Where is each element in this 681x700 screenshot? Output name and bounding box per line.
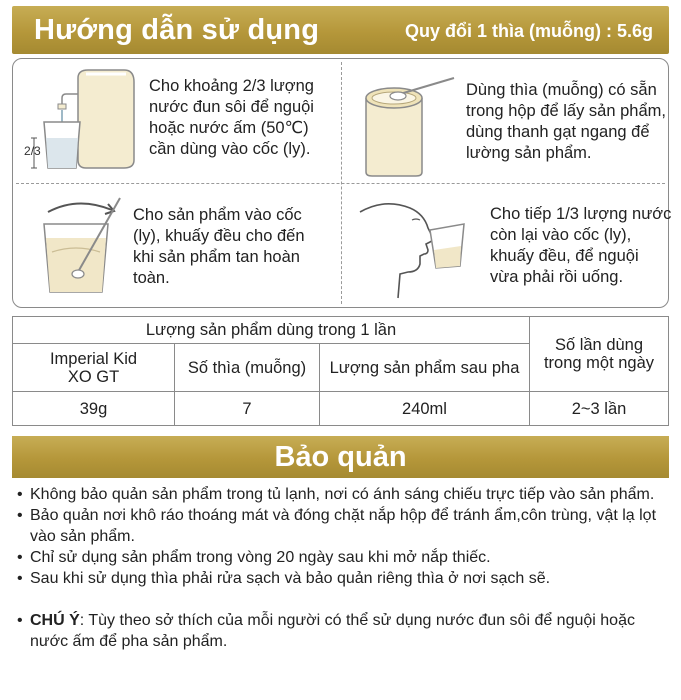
table-group-header: Lượng sản phẩm dùng trong 1 lần — [12, 316, 530, 344]
storage-title: Bảo quản — [274, 440, 407, 473]
table-cell-after-mix: 240ml — [319, 391, 530, 426]
divider-horizontal — [16, 183, 665, 184]
list-item: • Bảo quản nơi khô ráo thoáng mát và đóng chặt nắp hộp để tránh ẩm,côn trùng, vật lạ lọt vào sản phẩm. — [16, 505, 676, 547]
step-1-text: Cho khoảng 2/3 lượng nước đun sôi để nguội hoặc nước ấm (50℃) cần dùng vào cốc (ly). — [149, 77, 314, 158]
milk-can-scoop-icon — [350, 70, 462, 178]
conversion-note: Quy đổi 1 thìa (muỗng) : 5.6g — [404, 21, 653, 41]
table-header-product: Imperial Kid XO GT — [12, 343, 175, 392]
page-title: Hướng dẫn sử dụng — [34, 14, 320, 46]
water-dispenser-icon — [22, 64, 142, 176]
table-header-times: Số lần dùng trong một ngày — [529, 316, 669, 392]
note-label: CHÚ Ý — [30, 612, 80, 629]
list-item: • Sau khi sử dụng thìa phải rửa sạch và bảo quản riêng thìa ở nơi sạch sẽ. — [16, 568, 676, 589]
table-header-after-mix: Lượng sản phẩm sau pha — [319, 343, 530, 392]
storage-header-bar — [12, 436, 669, 478]
table-cell-product-amount: 39g — [12, 391, 175, 426]
person-drinking-icon — [354, 190, 478, 302]
step-3-text: Cho sản phẩm vào cốc (ly), khuấy đều cho đến khi sản phẩm tan hoàn toàn. — [133, 206, 305, 287]
step-2-text: Dùng thìa (muỗng) có sẵn trong hộp để lấy sản phẩm, dùng thanh gạt ngang để lường sản phẩm. — [466, 81, 666, 162]
table-header-scoops: Số thìa (muỗng) — [174, 343, 320, 392]
table-cell-times: 2~3 lần — [529, 391, 669, 426]
dosage-table — [12, 316, 669, 426]
table-cell-scoops: 7 — [174, 391, 320, 426]
storage-list — [16, 484, 676, 652]
note-text: : Tùy theo sở thích của mỗi người có thể sử dụng nước đun sôi để nguội hoặc nước ấm để pha sản phẩm. — [30, 612, 635, 650]
header-bar — [12, 6, 669, 54]
list-item: • Không bảo quản sản phẩm trong tủ lạnh, nơi có ánh sáng chiếu trực tiếp vào sản phẩm. — [16, 484, 676, 505]
fraction-2-3: 2/3 — [24, 144, 41, 158]
step-4-text: Cho tiếp 1/3 lượng nước còn lại vào cốc (ly), khuấy đều, để nguội vừa phải rồi uống. — [490, 205, 672, 286]
list-item: • Chỉ sử dụng sản phẩm trong vòng 20 ngày sau khi mở nắp thiếc. — [16, 547, 676, 568]
note-item — [16, 610, 676, 652]
stirring-cup-icon — [38, 192, 134, 300]
